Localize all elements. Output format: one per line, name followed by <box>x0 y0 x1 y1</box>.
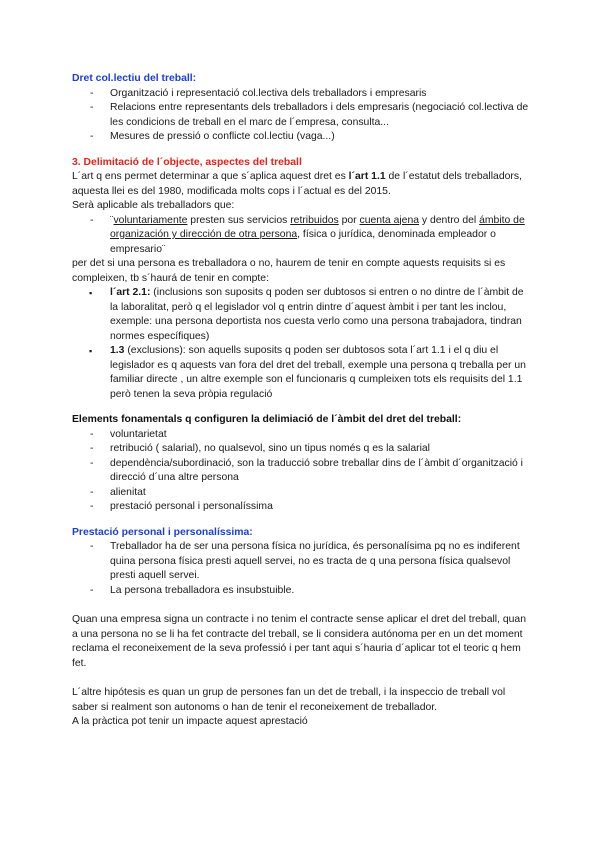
quote-underlined: cuenta ajena <box>359 214 420 226</box>
list-item: - Mesures de pressió o conflicte col.lectiu (vaga...) <box>72 130 532 145</box>
list-item: - Organització i representació col.lectiva dels treballadors i empresaris <box>72 87 532 102</box>
quote-text: por <box>338 214 360 226</box>
quote-text: presten sus servicios <box>187 214 291 226</box>
list-item: - Relacions entre representants dels treballadors i dels empresaris (negociació col.lectiva de les condicions de treball en el marc de l´empresa, consulta... <box>72 101 532 130</box>
quote-underlined: ámbito de organización y dirección de otra persona <box>110 214 525 240</box>
legal-quote <box>72 214 532 258</box>
list-item: - retribució ( salarial), no qualsevol, sino un tipus només q es la salarial <box>72 442 532 457</box>
list-item: - dependència/subordinació, son la traducció sobre treballar dins de l´àmbit d´organització i direcció d´una altre persona <box>72 457 532 486</box>
applicable-line: Serà aplicable als treballadors que: <box>72 200 235 211</box>
quote-text: , física o jurídica, denominada empleador o empresario¨ <box>110 229 496 255</box>
list-item: - alienitat <box>72 486 532 501</box>
elements-list <box>72 428 532 515</box>
personal-service-list <box>72 540 532 598</box>
bullet-text: (inclusions son suposits q poden ser dubtosos si entren o no dintre de l´àmbit de la laboralitat, però q el legislador vol q entrin dintre d´aquest àmbit i per tant les inclou, exemple: una persona deportista nos cuesta verlo como una persona trabajadora, tindran normes específiques) <box>110 287 524 342</box>
bullet-item <box>72 344 532 402</box>
bullet-bold: 1.3 <box>110 345 125 356</box>
list-item: - Treballador ha de ser una persona física no jurídica, és personalísima pq no es indiferent quina persona física presti aquell servei, no es tracta de q una persona física qualsevol presti aquell servei. <box>72 540 532 584</box>
quote-underlined: retribuidos <box>290 214 339 226</box>
document-body <box>72 72 532 730</box>
bullet-item <box>72 286 532 344</box>
intro-bold-article: l´art 1.1 <box>348 171 386 182</box>
section-heading-elements: Elements fonamentals q configuren la delimiació de l´àmbit del dret del treball: <box>72 414 462 425</box>
intro-text-b: de l´estatut dels treballadors, aquesta llei es del 1980, modificada molts cops i l´actual es del 2015. <box>72 171 522 197</box>
impact-line: A la pràctica pot tenir un impacte aquest aprestació <box>72 716 308 727</box>
bullet-text: (exclusions): son aquells suposits q poden ser dubtosos sota l´art 1.1 i el q diu el legislador es q aquests van fora del dret del treball, exemple una persona q treballa per un familiar directe , un altre exemple son el funcionaris q cumpleixen tots els requisits del 1.1 però tenen la seva pròpia regulació <box>110 345 526 400</box>
collective-law-list <box>72 87 532 145</box>
list-item: - La persona treballadora es insubstuible. <box>72 584 532 599</box>
quote-mark: ¨ <box>110 214 114 226</box>
hypothesis-paragraph: L´altre hipótesis es quan un grup de persones fan un det de treball, i la inspeccio de treball vol saber si realment son autonoms o han de tenir el reconeixement de treballador. <box>72 687 506 713</box>
section-heading-personal-service: Prestació personal i personalíssima: <box>72 526 253 538</box>
quote-underlined: voluntariamente <box>113 214 188 226</box>
after-quote-paragraph: per det si una persona es treballadora o no, haurem de tenir en compte aquests requisits si es compleixen, tb s´haurá de tenir en compte: <box>72 258 506 284</box>
section-heading-delimitation: 3. Delimitació de l´objecte, aspectes del treball <box>72 156 302 168</box>
list-item: - prestació personal i personalíssima <box>72 500 532 515</box>
quote-list <box>72 214 532 258</box>
section-heading-collective-law: Dret col.lectiu del treball: <box>72 73 197 84</box>
contract-paragraph: Quan una empresa signa un contracte i no tenim el contracte sense aplicar el dret del treball, quan a una persona no se li ha fet contracte del treball, se li considera autónoma per en un det moment reclama el reconeixement de la seva professió i per tant aqui s´hauria d´aplicar tot el teoric q hem fet. <box>72 614 526 669</box>
article-bullets <box>72 286 532 402</box>
list-item: - voluntarietat <box>72 428 532 443</box>
quote-text: y dentro del <box>419 214 480 226</box>
intro-text-a: L´art q ens permet determinar a que s´aplica aquest dret es <box>72 171 349 182</box>
intro-paragraph <box>72 170 532 199</box>
bullet-bold: l´art 2.1: <box>110 287 151 298</box>
